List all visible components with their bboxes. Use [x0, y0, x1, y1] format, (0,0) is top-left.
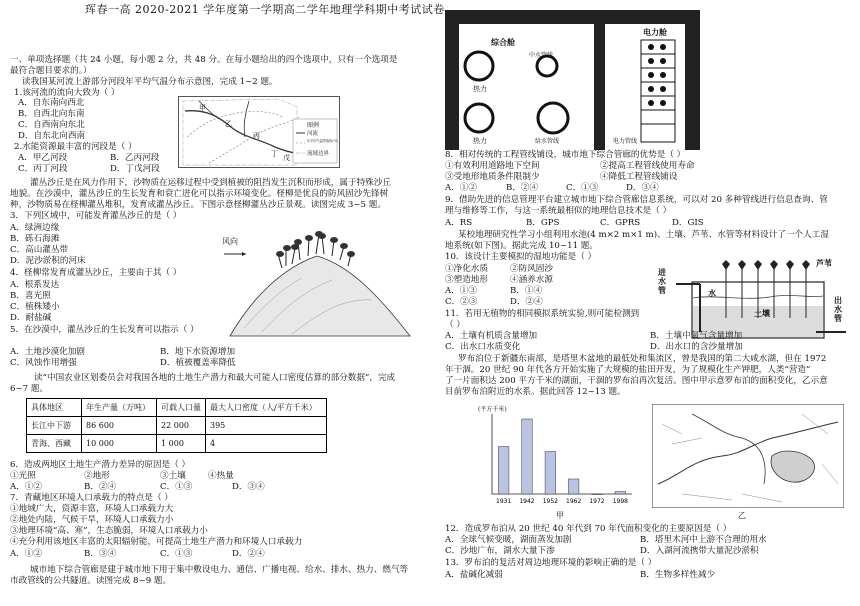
map-legend-isotherm: 年平均气温等值线(℃): [307, 139, 339, 144]
lop-area-bars: [478, 404, 638, 508]
bar-1931: [498, 447, 509, 495]
q6-item-2: ②地形: [84, 471, 110, 481]
q2-option-c: C．丙丁河段: [18, 164, 68, 174]
wetland-label-inlet: 进水管: [658, 267, 666, 295]
map-label-wu: 戊: [283, 154, 290, 162]
tunnel-intro-1: 城市地下综合管廊是建于城市地下用于集中敷设电力、通信、广播电视、给水、排水、热力、燃气等: [30, 565, 409, 575]
q10-item-2: ②防风固沙: [510, 264, 553, 274]
wetland-intro-2: 地系统(如下图)。据此完成 10~11 题。: [445, 241, 598, 251]
q12-option-d: D．入湖河流携带大量泥沙淤积: [640, 546, 759, 556]
q6-item-1: ①光照: [10, 471, 36, 481]
map-label-jia: 甲: [199, 104, 206, 112]
lop-paragraph-4: 目前罗布泊附近的水系。据此回答 12~13 题。: [445, 387, 626, 397]
tunnel-intro-2: 市政管线的公共隧道。读图完成 8~9 题。: [10, 576, 172, 586]
q10-item-1: ①净化水质: [445, 264, 488, 274]
x-tick-label: 1962: [566, 498, 582, 505]
q5-option-c: C．风蚀作用增强: [10, 358, 77, 368]
question-5: 5．在沙漠中，灌丛沙丘的生长发育可以指示（ ）: [10, 325, 199, 335]
table-cell: 1 000: [157, 435, 206, 453]
q9-option-a: A．RS: [445, 218, 473, 228]
table-row: [27, 435, 327, 453]
lop-paragraph-1: 罗布泊位于新疆东南部，是塔里木盆地的最低处和集流区，曾是我国的第二大咸水湖，但在 1972: [458, 354, 827, 364]
map-legend-basin: 流域边界: [307, 151, 330, 157]
question-9: 9．借助先进的信息管理平台建立城市地下综合管廊信息系统，可以对 20 多种管线进行信息查询、管: [445, 195, 828, 205]
bar-1972: [592, 494, 603, 495]
chart-y-label: (平方千米): [478, 406, 507, 413]
table-intro-2: 6~7 题。: [10, 384, 49, 394]
q8-item-3: ③受地形地质条件限制少: [445, 172, 540, 182]
table-header-cell: 最大人口密度（人/平方千米）: [206, 399, 327, 417]
question-3: 3．下列区域中，可能发育灌丛沙丘的是（ ）: [10, 211, 182, 221]
table-cell: 青海、西藏: [27, 435, 82, 453]
q6-option-c: C．①③: [160, 482, 193, 492]
tunnel-label-reclaimed-water: 中水管线: [529, 52, 554, 59]
q7-option-b: B．③④: [84, 549, 117, 559]
q10-option-d: D．②④: [510, 297, 543, 307]
bar-1998: [615, 492, 626, 495]
q8-option-c: C．①③: [566, 183, 599, 193]
q4-option-c: C．植株矮小: [10, 302, 60, 312]
q8-option-a: A．①②: [445, 183, 477, 193]
q3-option-c: C．高山灌丛带: [10, 245, 69, 255]
q11-option-a: A．土壤有机质含量增加: [445, 331, 538, 341]
question-11: 11．若用无植物的相同模拟系统实验,则可能检测到: [445, 309, 640, 319]
wetland-label-soil: 土壤: [754, 308, 770, 318]
map-legend-title: 图例: [307, 122, 320, 129]
q1-option-b: B．自西北向东南: [18, 109, 85, 119]
section-heading-2: 最符合题目要求的。）: [10, 66, 92, 76]
utility-tunnel-figure: [445, 10, 700, 150]
map-label-yi: 乙: [225, 120, 232, 128]
q4-option-a: A．根系发达: [10, 280, 60, 290]
bar-1952: [545, 452, 556, 495]
bar-1962: [568, 479, 579, 494]
q7-option-d: D．②④: [232, 549, 265, 559]
question-12: 12．造成罗布泊从 20 世纪 40 年代到 70 年代面积变化的主要原因是（ ）: [445, 524, 732, 534]
tunnel-label-water-supply: 给水管线: [535, 138, 560, 145]
bar-1942: [522, 419, 533, 494]
q3-option-a: A．绿洲边缘: [10, 223, 60, 233]
x-tick-label: 1931: [496, 498, 512, 505]
table-cell: 10 000: [82, 435, 157, 453]
lop-area-chart: [478, 404, 638, 522]
q6-option-d: D．③④: [232, 482, 265, 492]
q6-item-4: ④热量: [208, 471, 234, 481]
q7-item-2: ②地处内陆，气候干旱，环境人口承载力小: [10, 515, 174, 525]
tunnel-label-heat-1: 热力: [473, 85, 487, 93]
q11-option-b: B．土壤中氧气含量增加: [650, 331, 743, 341]
q1-option-d: D．自东北向西南: [18, 131, 86, 141]
q2-option-a: A．甲乙河段: [18, 153, 68, 163]
wetland-label-outlet: 出水管: [834, 295, 842, 323]
lop-water-map: [652, 404, 844, 522]
lop-paragraph-3: 了一片面积达 200 平方千米的湖面，干涸的罗布泊再次复活。图中甲示意罗布泊的面积变化，乙示意: [445, 376, 828, 386]
table-cell: 长江中下游: [27, 417, 82, 435]
lop-paragraph-2: 年干涸。20 世纪 90 年代各方开始实施了大规模的盐田开发，为了规模化生产钾肥，人类“营造”: [445, 365, 811, 375]
table-header-cell: 年生产量（万吨）: [82, 399, 157, 417]
question-11-paren: （ ）: [445, 320, 465, 330]
q3-option-b: B．砾石海滩: [10, 234, 60, 244]
map-label-ding: 丁: [271, 150, 278, 158]
tunnel-label-power-lines: 电力管线: [613, 138, 638, 145]
q5-option-d: D．植被覆盖率降低: [160, 358, 236, 368]
q10-option-b: B．①④: [510, 286, 543, 296]
question-1: 1.该河流的流向大致为（ ）: [14, 88, 120, 98]
q9-option-c: C．GPRS: [600, 218, 641, 228]
q6-option-a: A．①②: [10, 482, 42, 492]
section-heading: 一、单项选择题（共 24 小题，每小题 2 分，共 48 分。在每小题给出的四个选项中，只有一个选项是: [10, 55, 398, 65]
x-tick-label: 1952: [542, 498, 558, 505]
tunnel-label-comprehensive: 综合舱: [491, 37, 515, 47]
q9-option-b: B．GPS: [526, 218, 560, 228]
wetland-label-reed: 芦苇: [816, 258, 832, 268]
q8-option-d: D．③④: [626, 183, 659, 193]
table-cell: 86 600: [82, 417, 157, 435]
q3-option-d: D．泥沙淤积的河床: [10, 256, 86, 266]
question-8: 8．相对传统的工程管线铺设，城市地下综合管廊的优势是（ ）: [445, 150, 686, 160]
q7-item-1: ①地域广大，资源丰富，环境人口承载力大: [10, 504, 174, 514]
question-2: 2.水能资源最丰富的河段是（ ）: [14, 142, 137, 152]
table-cell: 4: [206, 435, 327, 453]
q7-option-a: A．①②: [10, 549, 42, 559]
q11-option-c: C．出水口水质变化: [445, 342, 521, 352]
table-cell: 22 000: [157, 417, 206, 435]
q7-option-c: C．①③: [160, 549, 193, 559]
chart-axes: [492, 414, 632, 494]
tunnel-label-heat-2: 热力: [473, 137, 487, 145]
table-cell: 395: [206, 417, 327, 435]
q10-option-a: A．①③: [445, 286, 477, 296]
q13-option-b: B．生物多样性减少: [640, 570, 716, 580]
q8-item-4: ④降低工程管线铺设: [600, 172, 678, 182]
q1-option-a: A．自东南向西北: [18, 98, 85, 108]
tunnel-label-power: 电力舱: [643, 27, 667, 37]
question-6: 6．造成两地区土地生产潜力差异的原因是（ ）: [10, 460, 191, 470]
wetland-intro-1: 某校地理研究性学习小组利用水池(4 m×2 m×1 m)、土壤、芦苇、水管等材料设计了一个人工湿: [458, 230, 829, 240]
map-caption-yi: 乙: [738, 511, 746, 520]
q6-option-b: B．②④: [84, 482, 117, 492]
q11-option-d: D．出水口的含沙量增加: [650, 342, 743, 352]
wind-direction-label: 风向: [222, 237, 238, 246]
river-temperature-map: [178, 96, 340, 168]
x-tick-label: 1972: [589, 498, 605, 505]
question-7: 7．青藏地区环境人口承载力的特点是（ ）: [10, 493, 173, 503]
map-label-bing: 丙: [253, 132, 260, 140]
q10-item-3: ③塑造地形: [445, 275, 488, 285]
q1-option-c: C．自西南向东北: [18, 120, 85, 130]
wetland-label-water: 水: [708, 288, 716, 298]
q13-option-a: A．盐碱化减弱: [445, 570, 503, 580]
q9-option-d: D．GIS: [672, 218, 704, 228]
q5-option-b: B．地下水资源增加: [160, 347, 236, 357]
q2-option-d: D．丁戊河段: [110, 164, 160, 174]
table-intro-1: 读“中国农业区划委员会对我国各地的土地生产潜力和最大可能人口密度估算的部分数据”，完成: [34, 373, 396, 383]
exam-title: 珲春一高 2020-2021 学年度第一学期高二学年地理学科期中考试试卷: [85, 3, 445, 16]
q8-item-1: ①有效利用道路地下空间: [445, 161, 540, 171]
population-table: [26, 398, 327, 453]
question-9-cont: 理与维修等工作，与这一系统最相似的地理信息技术是（ ）: [445, 206, 672, 216]
map-legend-river: 河流: [307, 131, 319, 137]
q8-option-b: B．②④: [506, 183, 539, 193]
q2-option-b: B．乙丙河段: [110, 153, 160, 163]
table-header-cell: 具体地区: [27, 399, 82, 417]
q4-option-b: B．喜光照: [10, 291, 51, 301]
intro-q1-2: 读我国某河流上游部分河段年平均气温分布示意图，完成 1~2 题。: [22, 77, 278, 87]
shrub-paragraph-2: 地貌。在沙漠中，灌丛沙丘的生长发育和衰亡进化可以指示环境变化。柽柳是优良的防风固沙先锋树: [10, 189, 389, 199]
x-tick-label: 1998: [612, 498, 628, 505]
x-tick-label: 1942: [519, 498, 535, 505]
table-row: [27, 417, 327, 435]
q10-option-c: C．②③: [445, 297, 478, 307]
shrub-paragraph-1: 灌丛沙丘是在风力作用下，沙物质在运移过程中受到植被的阻挡发生沉积而形成，属于特殊沙丘: [30, 178, 391, 188]
table-header-row: [27, 399, 327, 417]
q4-option-d: D．耐盐碱: [10, 313, 52, 323]
chart-caption-jia: 甲: [556, 511, 564, 520]
q7-item-3: ③地理环境“高、寒”，生态脆弱，环境人口承载力小: [10, 526, 208, 536]
q12-option-a: A．全球气候变暖，湖面蒸发加剧: [445, 535, 572, 545]
q10-item-4: ④涵养水源: [510, 275, 553, 285]
q8-item-2: ②提高工程管线使用寿命: [600, 161, 695, 171]
shrub-paragraph-3: 种，沙物质易在柽柳灌丛堆积，发育成灌丛沙丘。下图示意柽柳灌丛沙丘景观。读图完成 3~5 题。: [10, 200, 386, 210]
question-10: 10．该设计主要模拟的湿地功能是（ ）: [445, 252, 597, 262]
table-header-cell: 可载人口量: [157, 399, 206, 417]
q12-option-b: B．塔里木河中上游不合理的用水: [640, 535, 767, 545]
q12-option-c: C．沙地广布，湖水大量下渗: [445, 546, 555, 556]
question-13: 13．罗布泊的复活对周边地理环境的影响正确的是（ ）: [445, 558, 657, 568]
q7-item-4: ④充分利用该地区丰富的太阳辐射能，可提高土地生产潜力和环境人口承载力: [10, 537, 303, 547]
q6-item-3: ③土壤: [160, 471, 186, 481]
question-4: 4．柽柳常发育成灌丛沙丘，主要由于其（ ）: [10, 268, 182, 278]
shrub-dune-figure: [222, 228, 416, 338]
q5-option-a: A．土地沙漠化加剧: [10, 347, 85, 357]
